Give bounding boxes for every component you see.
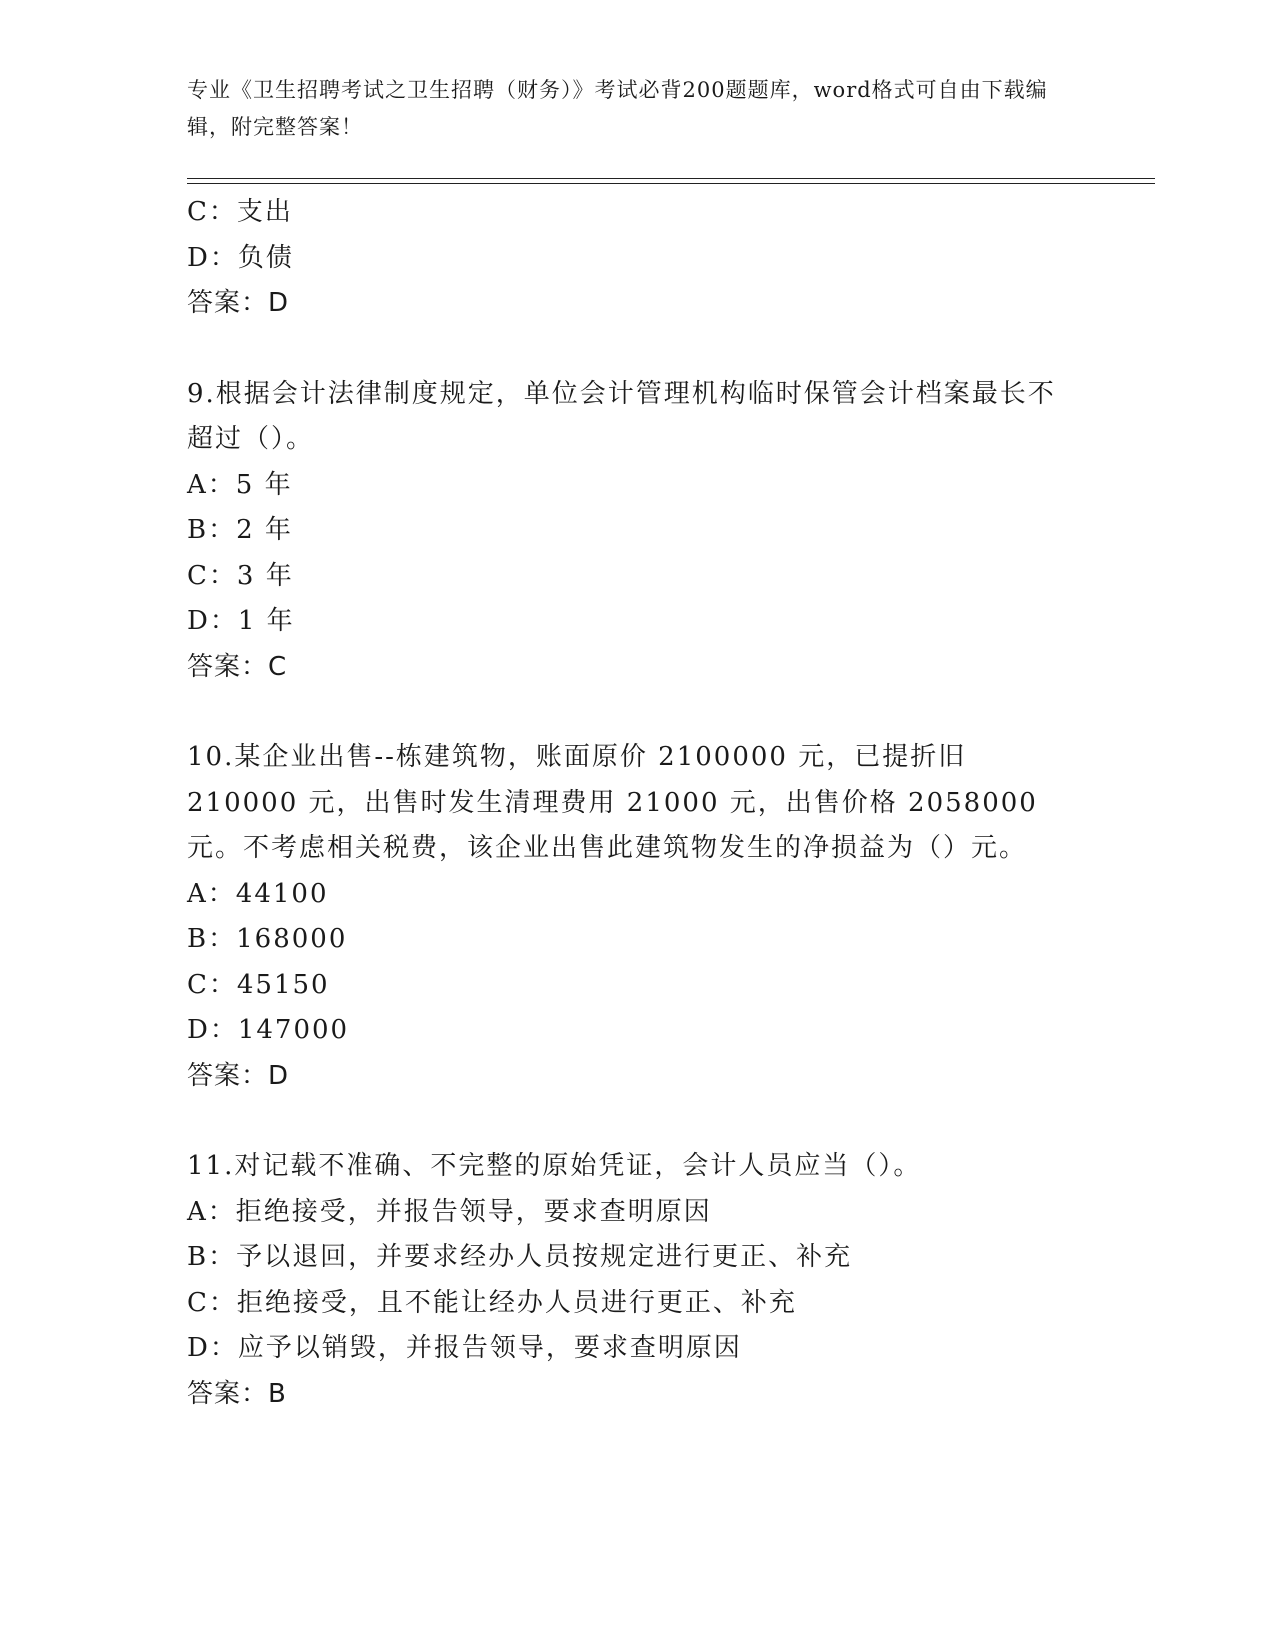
option-b: B：2 年: [187, 515, 293, 545]
answer-line: 答案：C: [187, 651, 288, 682]
question-11: [187, 1144, 1067, 1417]
question-gap: [187, 327, 1067, 372]
prev-question-tail: [187, 190, 1067, 327]
option-c: C：45150: [187, 969, 330, 1000]
option-a: A：44100: [187, 878, 329, 909]
option-a: A：拒绝接受，并报告领导，要求查明原因: [187, 1196, 712, 1227]
document-header: 专业《卫生招聘考试之卫生招聘（财务）》考试必背200题题库，word格式可自由下载编辑，附完整答案！: [187, 78, 1048, 139]
header-rule-bottom: [187, 183, 1155, 184]
answer-line: 答案：B: [187, 1378, 287, 1409]
header-rule-top: [187, 178, 1155, 179]
answer-line: 答案：D: [187, 1060, 290, 1091]
question-9: [187, 372, 1067, 691]
option-b: B：予以退回，并要求经办人员按规定进行更正、补充: [187, 1242, 853, 1272]
option-c: C：拒绝接受，且不能让经办人员进行更正、补充: [187, 1287, 797, 1318]
question-gap: [187, 1099, 1067, 1144]
option-c: C：支出: [187, 197, 293, 227]
option-d: D：1 年: [187, 606, 295, 636]
question-10: [187, 735, 1067, 1099]
option-b: B：168000: [187, 924, 348, 954]
option-c: C：3 年: [187, 560, 294, 591]
option-d: D：147000: [187, 1015, 350, 1045]
option-a: A：5 年: [187, 469, 293, 500]
question-gap: [187, 690, 1067, 735]
question-stem: 9.根据会计法律制度规定，单位会计管理机构临时保管会计档案最长不超过（）。: [187, 378, 1056, 454]
option-d: D：负债: [187, 242, 294, 273]
option-d: D：应予以销毁，并报告领导，要求查明原因: [187, 1333, 742, 1363]
answer-line: 答案：D: [187, 288, 290, 318]
question-stem: 10.某企业出售--栋建筑物，账面原价 2100000 元，已提折旧 210000 元，出售时发生清理费用 21000 元，出售价格 2058000 元。不考虑相关税费，该企业出售此建筑物发生的净损益为（）元。: [187, 742, 1038, 863]
question-list: [187, 190, 1067, 1417]
question-stem: 11.对记载不准确、不完整的原始凭证，会计人员应当（）。: [187, 1151, 922, 1181]
